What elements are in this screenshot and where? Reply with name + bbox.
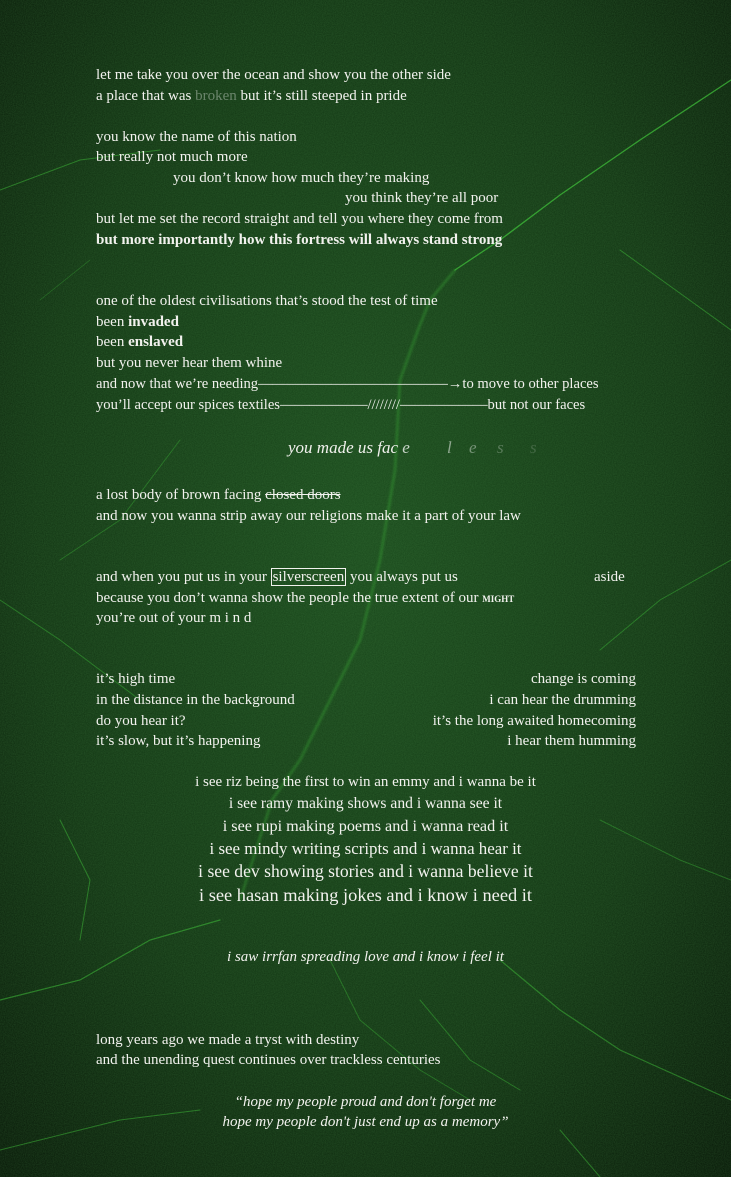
poem-text: been — [96, 334, 129, 350]
poem-line: you know the name of this nation — [96, 129, 297, 145]
poem-line: but let me set the record straight and tell you where they come from — [96, 211, 503, 227]
poem-line: and now that we’re needing—————————————→to move to other places — [96, 376, 599, 392]
poem-line — [96, 567, 458, 587]
poem-line — [96, 332, 183, 352]
quote-line: hope my people don't just end up as a memory” — [222, 1114, 509, 1130]
spaced-word: m i n d — [209, 610, 252, 626]
poem-text: a lost body of brown facing — [96, 487, 266, 503]
faded-word: broken — [195, 88, 237, 104]
poem-line — [96, 485, 341, 505]
fading-letter: s — [530, 438, 537, 457]
quote-line: “hope my people proud and don't forget me — [234, 1094, 497, 1110]
poem-line-right: i can hear the drumming — [489, 692, 636, 708]
growing-line: i see mindy writing scripts and i wanna hear it — [209, 839, 522, 858]
poem-line-left: in the distance in the background — [96, 692, 295, 708]
growing-line: i see riz being the first to win an emmy and i wanna be it — [195, 774, 536, 790]
poem-line-left: do you hear it? — [96, 713, 186, 729]
poem-line: you’ll accept our spices textiles——————////////——————but not our faces — [96, 397, 586, 413]
poem-line — [96, 312, 179, 332]
growing-line: i see dev showing stories and i wanna believe it — [198, 861, 533, 881]
poem-line-left: it’s slow, but it’s happening — [96, 733, 261, 749]
poem-line-right: i hear them humming — [507, 733, 636, 749]
poem-line: let me take you over the ocean and show you the other side — [96, 67, 451, 83]
poem-line — [96, 608, 251, 628]
poem-text: been — [96, 314, 129, 330]
poem-text: a place that was — [96, 88, 196, 104]
poem-line: but you never hear them whine — [96, 355, 283, 371]
poem-line-right: change is coming — [531, 671, 636, 687]
poem-line: you think they’re all poor — [345, 190, 499, 206]
might-word: might — [482, 590, 515, 605]
faceless-line — [288, 438, 410, 458]
poem-line-bold: but more importantly how this fortress will always stand strong — [96, 232, 503, 248]
boxed-word: silverscreen — [272, 569, 345, 585]
growing-line: i see hasan making jokes and i know i need it — [199, 885, 532, 905]
poem-text: you always put us — [346, 569, 458, 585]
fading-letter: l — [447, 438, 452, 457]
poem-line-right: it’s the long awaited homecoming — [432, 713, 636, 729]
poem-text: but it’s still steeped in pride — [236, 88, 407, 104]
strikethrough-text: closed doors — [265, 487, 341, 503]
poem-text: because you don’t wanna show the people the true extent of our — [96, 590, 483, 606]
poem-text: and when you put us in your — [96, 569, 271, 585]
poem-line: but really not much more — [96, 149, 248, 165]
fading-letter: e — [402, 438, 410, 457]
poem-line: you don’t know how much they’re making — [173, 170, 430, 186]
poem-line: and the unending quest continues over trackless centuries — [96, 1052, 441, 1068]
growing-line: i see ramy making shows and i wanna see it — [228, 795, 503, 812]
faceless-main: you made us fac — [288, 438, 399, 457]
poem-line-left: it’s high time — [96, 671, 176, 687]
fading-letter: s — [497, 438, 504, 457]
poem-text: you’re out of your — [96, 610, 210, 626]
poem-line: long years ago we made a tryst with destiny — [96, 1032, 360, 1048]
poem-line: and now you wanna strip away our religions make it a part of your law — [96, 508, 521, 524]
bold-word: enslaved — [128, 334, 184, 350]
fading-letter: e — [469, 438, 477, 457]
poem-line: one of the oldest civilisations that’s stood the test of time — [96, 293, 438, 309]
bold-word: invaded — [128, 314, 179, 330]
aside-word: aside — [594, 569, 625, 585]
irrfan-line: i saw irrfan spreading love and i know i feel it — [227, 949, 504, 965]
growing-line: i see rupi making poems and i wanna read it — [222, 817, 509, 835]
poem-line — [96, 588, 514, 608]
poem-line — [96, 86, 407, 106]
